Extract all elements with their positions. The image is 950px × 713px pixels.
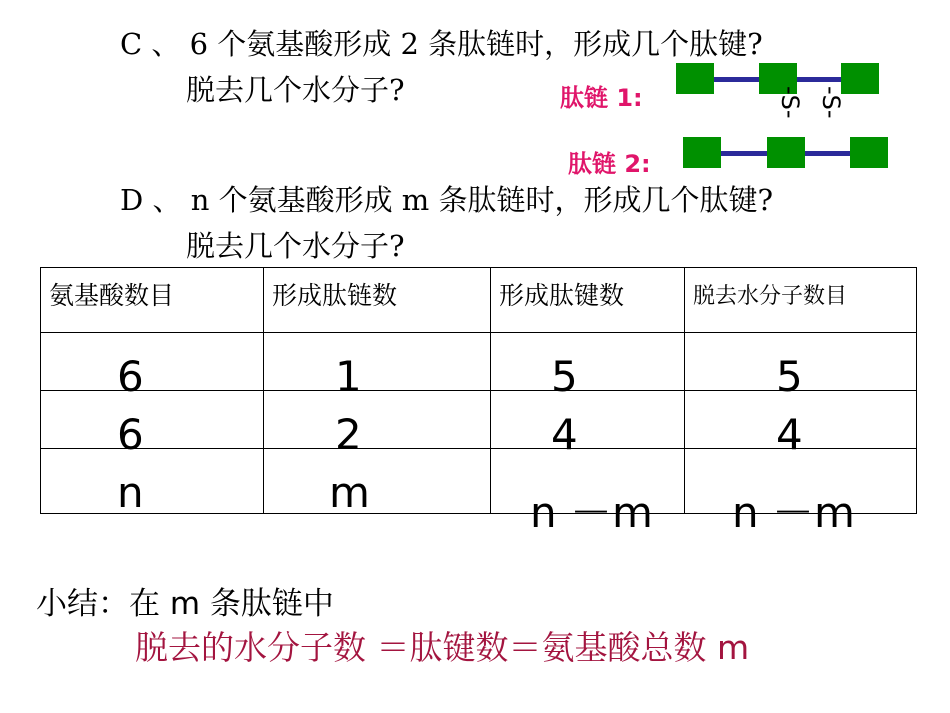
row2-water: 4: [776, 410, 803, 459]
summary-formula: 脱去的水分子数 ＝肽键数＝氨基酸总数 m: [135, 628, 750, 667]
row1-chains: 1: [335, 352, 362, 401]
header-amino-acid-count: 氨基酸数目: [41, 268, 264, 333]
summary-title: 小结：在 m 条肽链中: [36, 586, 334, 622]
disulfide-bond-label-2: -S-: [817, 86, 845, 119]
row1-water: 5: [776, 352, 803, 401]
row2-bonds: 4: [551, 410, 578, 459]
header-water-count: 脱去水分子数目: [685, 268, 917, 333]
row3-amino-acids: n: [117, 468, 144, 517]
row2-amino-acids: 6: [117, 410, 144, 459]
chain-2-residue-1: [683, 137, 721, 168]
chain-1-residue-1: [676, 63, 714, 94]
question-d-line2: 脱去几个水分子?: [186, 229, 405, 263]
row1-amino-acids: 6: [117, 352, 144, 401]
disulfide-bond-label-1: -S-: [776, 86, 804, 119]
chain-2-label: 肽链 2:: [568, 150, 651, 178]
row3-water: n －m: [732, 488, 855, 537]
row3-chains: m: [329, 468, 370, 517]
question-c-line1: C 、 6 个氨基酸形成 2 条肽链时，形成几个肽键?: [120, 27, 763, 61]
row2-chains: 2: [335, 410, 362, 459]
chain-1-label: 肽链 1:: [560, 84, 643, 112]
row1-bonds: 5: [551, 352, 578, 401]
chain-2-residue-2: [767, 137, 805, 168]
chain-2-residue-3: [850, 137, 888, 168]
table-header-row: [41, 268, 917, 333]
chain-1-residue-3: [841, 63, 879, 94]
question-c-line2: 脱去几个水分子?: [186, 73, 405, 107]
header-chain-count: 形成肽链数: [264, 268, 491, 333]
header-bond-count: 形成肽键数: [491, 268, 685, 333]
question-d-line1: D 、 n 个氨基酸形成 m 条肽链时，形成几个肽键?: [120, 183, 774, 217]
row3-bonds: n －m: [530, 488, 653, 537]
